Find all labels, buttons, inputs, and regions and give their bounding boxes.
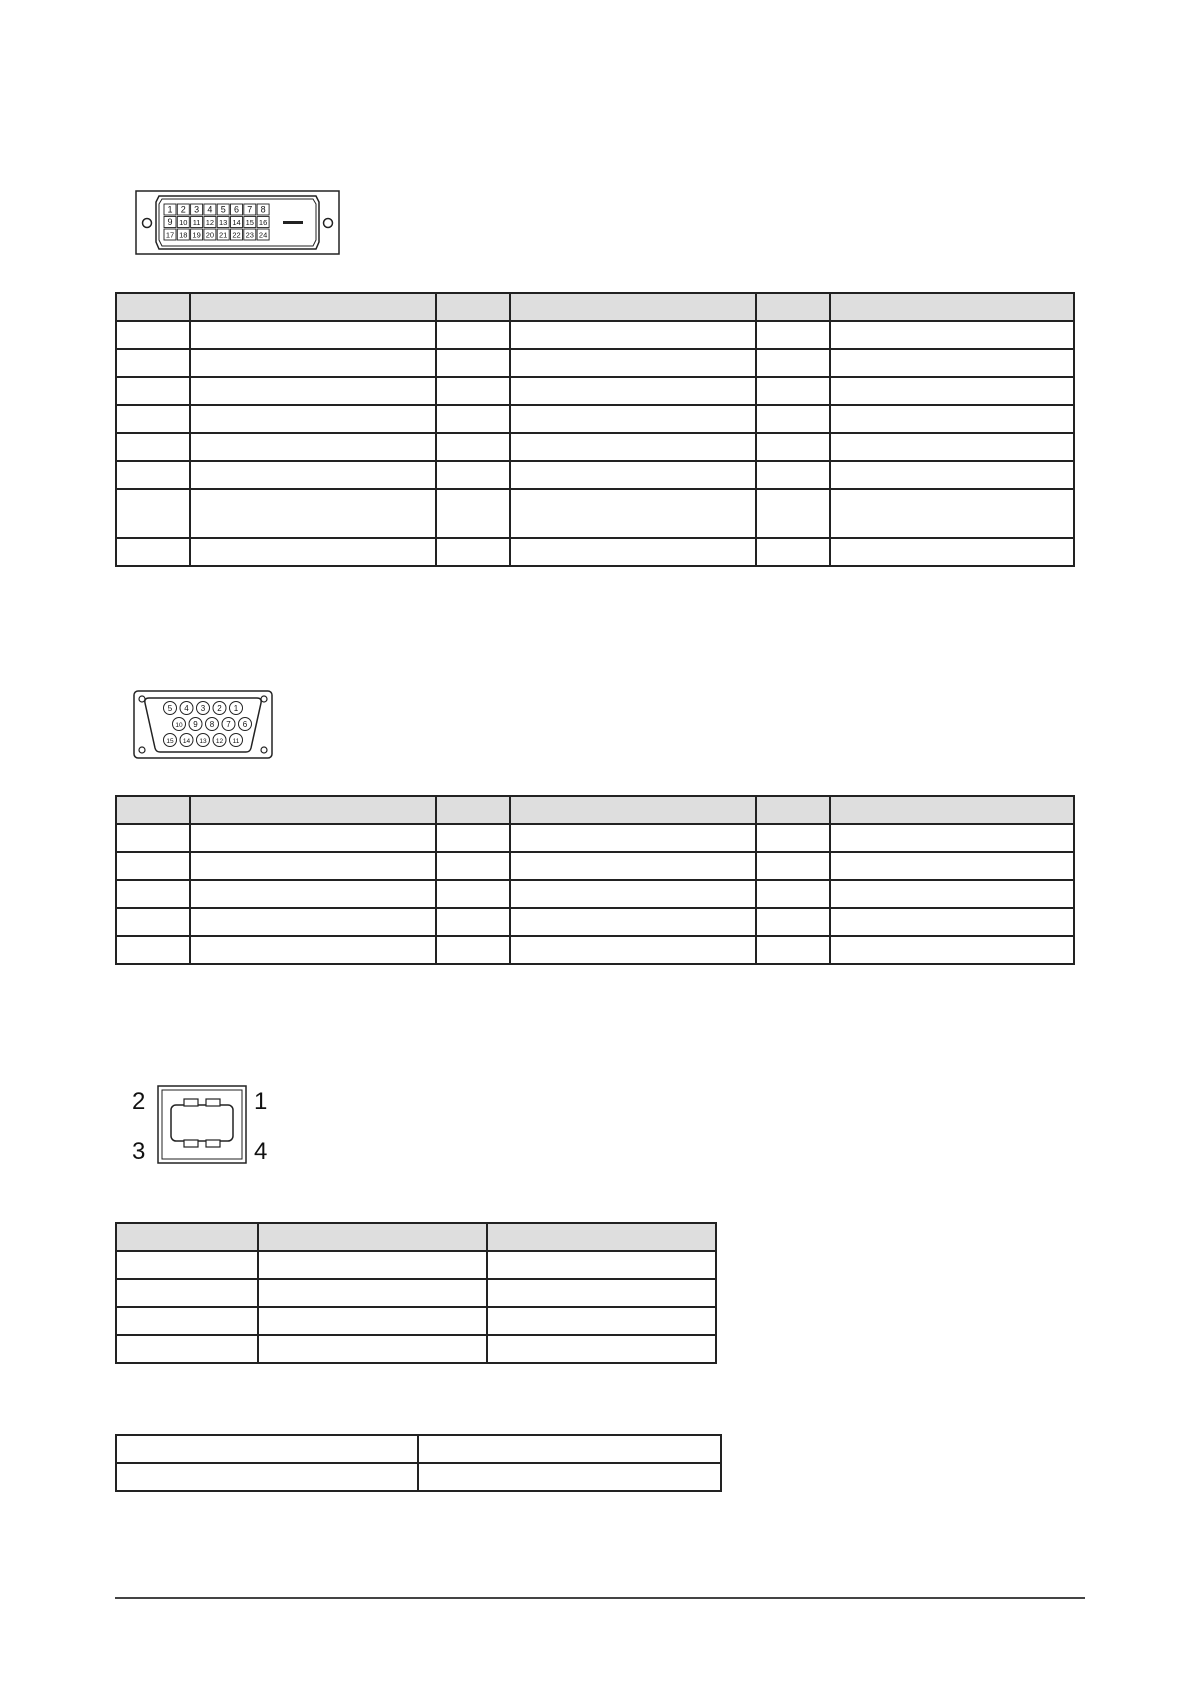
dvi-pin-number: 8 [260, 204, 266, 215]
table-row [116, 461, 1074, 489]
table-row [116, 538, 1074, 566]
vga-pin-number: 8 [209, 720, 215, 729]
dvi-pin-number: 15 [245, 218, 254, 228]
dvi-pin-number: 5 [220, 204, 226, 215]
dvi-pin-number: 23 [245, 230, 254, 240]
dvi-pin-number: 12 [205, 218, 215, 228]
dvi-pin-number: 3 [194, 204, 200, 215]
usb-type-b-connector-icon [132, 1085, 272, 1165]
table-row [116, 824, 1074, 852]
vga-pin-number: 3 [200, 704, 206, 713]
table-row [116, 405, 1074, 433]
dvi-pin-number: 21 [219, 230, 228, 240]
vga-pin-number: 14 [182, 738, 191, 745]
dvi-pin-number: 10 [179, 218, 188, 228]
vga-pin-table [115, 795, 1075, 965]
dvi-pin-number: 6 [233, 204, 240, 215]
table-row [116, 1251, 716, 1279]
usb-pin-label-1: 1 [254, 1088, 268, 1115]
dvi-pin-number: 22 [232, 230, 241, 240]
table-row [116, 1435, 721, 1463]
spec-table [115, 1434, 722, 1492]
dvi-pin-number: 11 [192, 218, 201, 228]
table-row [116, 1279, 716, 1307]
table-row [116, 321, 1074, 349]
vga-pin-number: 9 [193, 720, 198, 729]
d-sub-15-connector-icon [133, 690, 273, 760]
dvi-pin-number: 20 [205, 230, 215, 240]
dvi-pin-number: 14 [232, 218, 241, 228]
dvi-pin-number: 1 [167, 204, 173, 215]
dvi-pin-number: 17 [165, 230, 175, 240]
vga-connector-diagram [133, 690, 273, 760]
table-row [116, 852, 1074, 880]
dvi-pin-number: 9 [167, 217, 173, 228]
vga-pin-number: 5 [167, 704, 173, 713]
dvi-connector-diagram [135, 190, 340, 256]
table-row [116, 349, 1074, 377]
table-header-row [116, 796, 1074, 824]
vga-pin-number: 2 [217, 704, 222, 713]
vga-pin-number: 7 [226, 720, 231, 729]
table-row [116, 1463, 721, 1491]
usb-pin-label-2: 2 [132, 1088, 146, 1115]
vga-pin-number: 12 [215, 738, 224, 745]
table-row [116, 377, 1074, 405]
vga-pin-number: 4 [184, 704, 189, 713]
dvi-pin-number: 24 [258, 230, 268, 240]
table-row [116, 936, 1074, 964]
dvi-pin-table [115, 292, 1075, 567]
table-row [116, 433, 1074, 461]
vga-pin-number: 11 [232, 738, 240, 745]
dvi-pin-number: 4 [207, 204, 213, 215]
dvi-pin-number: 18 [179, 230, 188, 240]
dvi-pin-number: 13 [219, 218, 228, 228]
usb-pin-label-4: 4 [254, 1138, 268, 1165]
vga-pin-number: 15 [166, 738, 174, 745]
vga-pin-number: 13 [199, 738, 207, 745]
dvi-pin-number: 19 [192, 230, 201, 240]
usb-pin-label-3: 3 [132, 1138, 146, 1165]
table-row [116, 880, 1074, 908]
vga-pin-number: 10 [175, 722, 183, 729]
dvi-pin-number: 7 [247, 204, 253, 215]
footer-rule [115, 1597, 1085, 1599]
dvi-pin-number: 16 [258, 218, 268, 228]
vga-pin-number: 6 [242, 720, 248, 729]
table-row [116, 1335, 716, 1363]
table-header-row [116, 293, 1074, 321]
table-header-row [116, 1223, 716, 1251]
table-row [116, 1307, 716, 1335]
dvi-connector-icon [135, 190, 340, 256]
vga-pin-number: 1 [233, 704, 239, 713]
table-row [116, 908, 1074, 936]
usb-pin-table [115, 1222, 717, 1364]
usb-connector-diagram [132, 1085, 272, 1165]
table-row [116, 489, 1074, 538]
dvi-pin-number: 2 [180, 204, 186, 215]
